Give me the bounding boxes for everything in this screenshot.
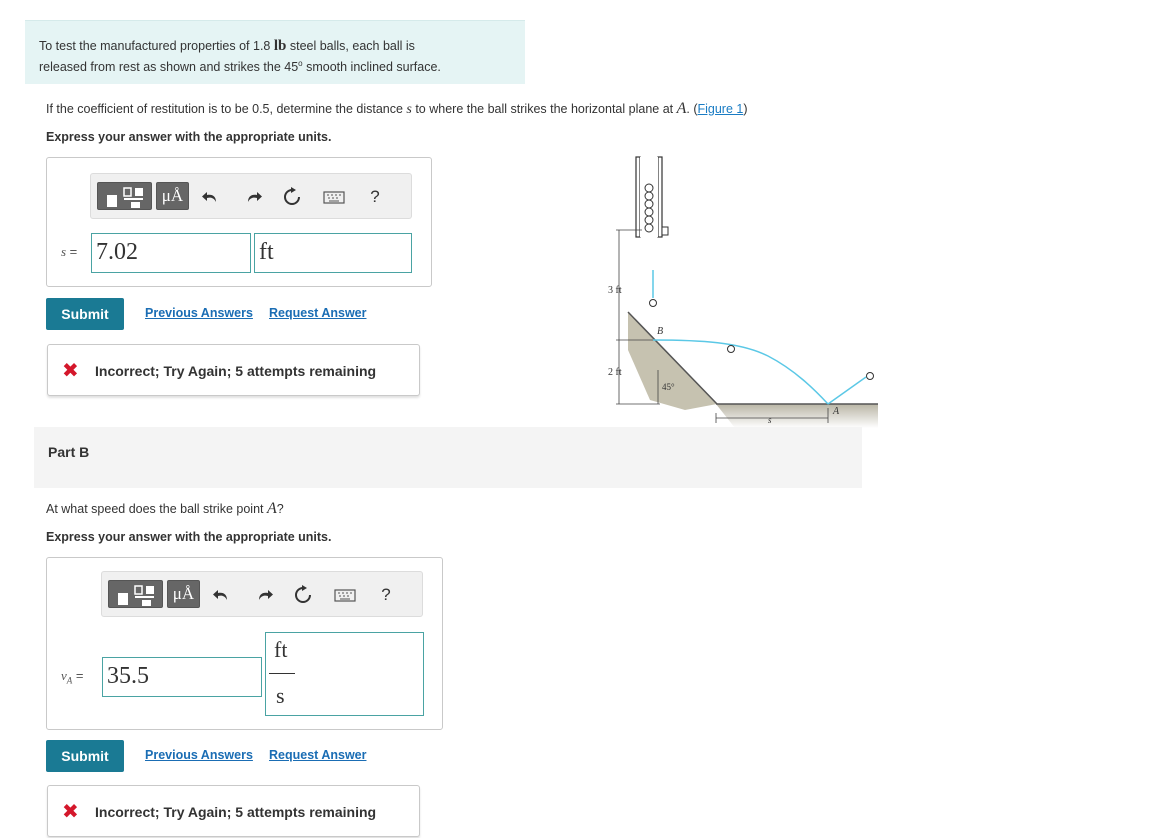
dim-2ft: 2 ft bbox=[608, 367, 622, 378]
value-input[interactable]: 35.5 bbox=[102, 657, 262, 697]
template-icon bbox=[109, 581, 164, 609]
label-b: B bbox=[657, 326, 664, 337]
equals-sign: = bbox=[72, 668, 84, 683]
part-b-title: Part B bbox=[48, 444, 90, 460]
question-text: . ( bbox=[686, 102, 698, 116]
previous-answers-link[interactable]: Previous Answers bbox=[145, 748, 253, 762]
degree-sign: o bbox=[298, 59, 303, 68]
ball-rebound bbox=[867, 373, 874, 380]
unit-input[interactable] bbox=[265, 632, 424, 716]
previous-answers-link[interactable]: Previous Answers bbox=[145, 306, 253, 320]
label-a: A bbox=[833, 406, 840, 417]
template-button[interactable] bbox=[97, 182, 152, 210]
part-b-header[interactable] bbox=[34, 427, 862, 488]
ball-falling bbox=[650, 300, 657, 307]
help-button[interactable]: ? bbox=[370, 187, 380, 206]
math-toolbar bbox=[90, 173, 412, 219]
var-label: v bbox=[61, 668, 67, 683]
var-s: s bbox=[406, 102, 412, 117]
units-button[interactable]: μÅ bbox=[156, 182, 189, 210]
figure-1 bbox=[590, 150, 890, 435]
intro-text: steel balls, each ball is bbox=[286, 39, 415, 53]
var-subscript: A bbox=[66, 675, 73, 686]
intro-unit-lb: lb bbox=[273, 38, 287, 54]
math-toolbar bbox=[101, 571, 423, 617]
tube-left-wall bbox=[636, 157, 640, 237]
question-text: ) bbox=[743, 102, 748, 116]
redo-icon[interactable] bbox=[252, 584, 274, 606]
undo-icon[interactable] bbox=[201, 186, 223, 208]
ground bbox=[716, 404, 878, 428]
request-answer-link[interactable]: Request Answer bbox=[269, 306, 367, 320]
reset-icon[interactable] bbox=[292, 584, 314, 606]
part-b-answer-panel bbox=[46, 557, 443, 730]
keyboard-icon[interactable] bbox=[334, 584, 356, 606]
part-a-question bbox=[46, 100, 748, 118]
intro-text: released from rest as shown and strikes the 45 bbox=[39, 60, 299, 75]
answer-label bbox=[61, 244, 77, 260]
part-a-answer-panel bbox=[46, 157, 432, 287]
part-b-question bbox=[46, 500, 284, 518]
units-button[interactable]: μÅ bbox=[167, 580, 200, 608]
point-a: A bbox=[676, 100, 687, 117]
error-x-icon: ✖ bbox=[62, 360, 79, 382]
problem-intro bbox=[25, 20, 525, 84]
label-45: 45° bbox=[662, 382, 675, 392]
submit-button[interactable]: Submit bbox=[46, 298, 124, 330]
submit-button[interactable]: Submit bbox=[46, 740, 124, 772]
label-s: s bbox=[768, 415, 772, 425]
intro-text: smooth inclined surface. bbox=[302, 60, 441, 75]
question-text: ? bbox=[276, 502, 284, 516]
dim-3ft: 3 ft bbox=[608, 285, 622, 296]
question-text: to where the ball strikes the horizontal plane at bbox=[411, 102, 677, 116]
request-answer-link[interactable]: Request Answer bbox=[269, 748, 367, 762]
fraction-bar bbox=[269, 673, 295, 674]
intro-text: To test the manufactured properties of 1.8 bbox=[39, 39, 274, 53]
keyboard-icon[interactable] bbox=[323, 186, 345, 208]
feedback-text: Incorrect; Try Again; 5 attempts remaining bbox=[95, 804, 377, 820]
equals-sign: = bbox=[66, 244, 78, 259]
unit-denominator: s bbox=[276, 683, 285, 708]
tube-right-wall bbox=[658, 157, 662, 237]
point-a: A bbox=[266, 500, 277, 517]
answer-label bbox=[61, 668, 84, 686]
figure-link[interactable]: Figure 1 bbox=[697, 102, 744, 116]
part-b-instructions: Express your answer with the appropriate units. bbox=[46, 530, 332, 544]
value-input[interactable]: 7.02 bbox=[91, 233, 251, 273]
undo-icon[interactable] bbox=[212, 584, 234, 606]
unit-numerator: ft bbox=[274, 637, 288, 662]
feedback-text: Incorrect; Try Again; 5 attempts remaining bbox=[95, 363, 377, 379]
feedback-box bbox=[47, 344, 420, 396]
template-button[interactable] bbox=[108, 580, 163, 608]
reset-icon[interactable] bbox=[281, 186, 303, 208]
part-a-instructions: Express your answer with the appropriate units. bbox=[46, 130, 332, 144]
redo-icon[interactable] bbox=[241, 186, 263, 208]
template-icon bbox=[98, 183, 153, 211]
unit-input[interactable]: ft bbox=[254, 233, 412, 273]
var-label: s bbox=[61, 244, 67, 259]
question-text: If the coefficient of restitution is to be 0.5, determine the distance bbox=[46, 102, 407, 116]
question-text: At what speed does the ball strike point bbox=[46, 502, 267, 516]
help-button[interactable]: ? bbox=[381, 585, 391, 604]
tube-latch bbox=[662, 227, 668, 235]
ball-flight bbox=[728, 346, 735, 353]
feedback-box bbox=[47, 785, 420, 837]
rebound-path bbox=[828, 377, 866, 404]
error-x-icon: ✖ bbox=[62, 801, 79, 823]
